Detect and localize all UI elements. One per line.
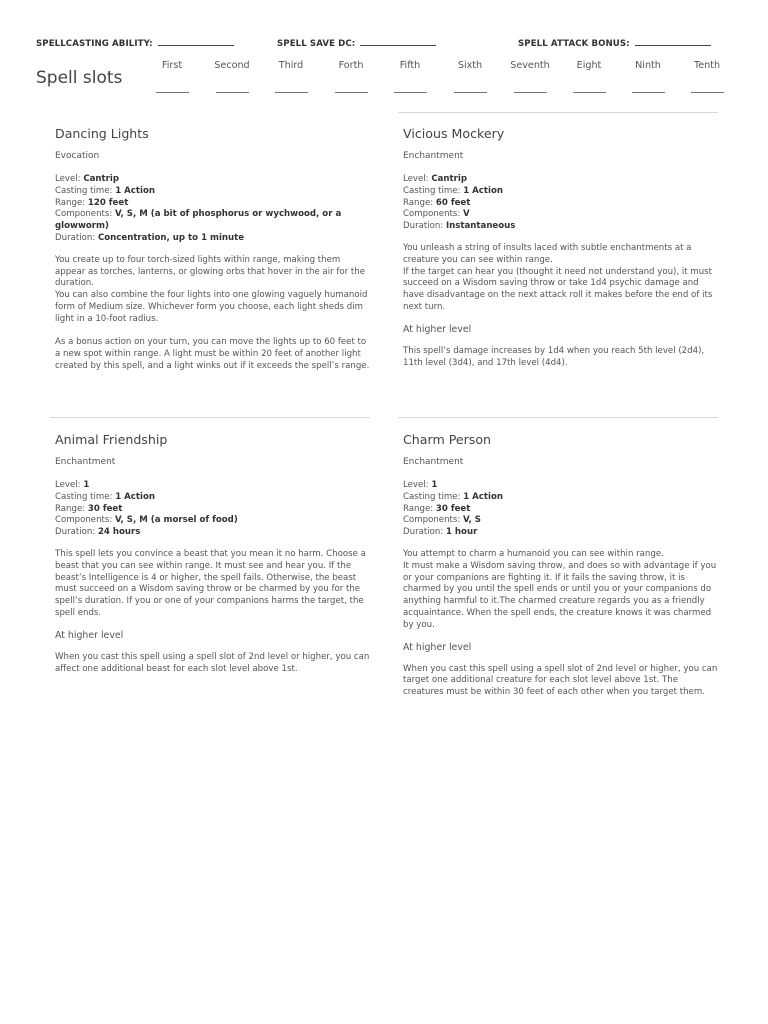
slot-label: Second bbox=[214, 60, 250, 71]
higher-level-heading: At higher level bbox=[403, 641, 472, 653]
spell-card-animal-friendship bbox=[55, 432, 373, 675]
detail-components: Components: V, S bbox=[403, 515, 481, 526]
slot-input[interactable] bbox=[691, 92, 724, 93]
slot-label: Third bbox=[278, 60, 304, 71]
slot-eighth[interactable] bbox=[559, 60, 619, 93]
spell-save-dc-label: SPELL SAVE DC: bbox=[277, 39, 356, 49]
higher-level-text: This spell’s damage increases by 1d4 when you reach 5th level (2d4), 11th level (3d4), and 17th level (4d4). bbox=[403, 345, 705, 368]
detail-casting-time: Casting time: 1 Action bbox=[403, 185, 503, 196]
detail-components: Components: V, S, M (a morsel of food) bbox=[55, 515, 238, 526]
slot-input[interactable] bbox=[275, 92, 308, 93]
detail-level: Level: Cantrip bbox=[403, 174, 467, 184]
detail-range: Range: 60 feet bbox=[403, 197, 471, 208]
spell-details bbox=[55, 480, 373, 539]
spellcasting-ability-field[interactable] bbox=[36, 37, 234, 49]
detail-level: Level: 1 bbox=[55, 480, 90, 490]
slot-label: Sixth bbox=[457, 60, 483, 71]
divider bbox=[50, 417, 370, 418]
spell-name: Animal Friendship bbox=[55, 432, 168, 447]
spell-name: Vicious Mockery bbox=[403, 126, 505, 141]
detail-duration: Duration: Instantaneous bbox=[403, 221, 516, 232]
spell-card-vicious-mockery bbox=[403, 126, 721, 369]
slot-input[interactable] bbox=[216, 92, 249, 93]
slot-label: Tenth bbox=[693, 60, 721, 71]
spell-attack-bonus-input[interactable] bbox=[635, 37, 711, 46]
detail-components: Components: V bbox=[403, 209, 470, 220]
spell-details bbox=[55, 174, 373, 245]
detail-range: Range: 30 feet bbox=[403, 503, 471, 514]
detail-duration: Duration: Concentration, up to 1 minute bbox=[55, 232, 245, 243]
spell-card-dancing-lights bbox=[55, 126, 373, 373]
detail-range: Range: 30 feet bbox=[55, 503, 123, 514]
spell-name: Charm Person bbox=[403, 432, 492, 447]
slot-third[interactable] bbox=[261, 60, 321, 93]
spellcasting-ability-label: SPELLCASTING ABILITY: bbox=[36, 39, 153, 49]
detail-components: Components: V, S, M (a bit of phosphorus or wychwood, or a glowworm) bbox=[55, 209, 342, 232]
spell-description: You create up to four torch-sized lights within range, making them appear as torches, lanterns, or glowing orbs that hover in the air for the duration. You can also combine the four lights into one glowing vaguely humanoid form of Medium size. Whichever form you choose, each light sheds dim light in a 10-foot radius. As a bonus action on your turn, you can move the lights up to 60 feet to a new spot within range. A light must be within 20 feet of another light created by this spell, and a light winks out if it exceeds the spell’s range. bbox=[55, 254, 370, 371]
higher-level-heading: At higher level bbox=[55, 629, 124, 641]
divider bbox=[398, 112, 718, 113]
spell-school: Enchantment bbox=[403, 457, 464, 467]
detail-duration: Duration: 1 hour bbox=[403, 527, 478, 538]
slot-seventh[interactable] bbox=[500, 60, 560, 93]
spell-slots-title: Spell slots bbox=[36, 68, 123, 88]
detail-casting-time: Casting time: 1 Action bbox=[403, 491, 503, 502]
slot-label: Ninth bbox=[635, 60, 661, 71]
spell-save-dc-field[interactable] bbox=[277, 37, 436, 49]
higher-level-heading: At higher level bbox=[403, 323, 472, 335]
slot-input[interactable] bbox=[394, 92, 427, 93]
slot-input[interactable] bbox=[454, 92, 487, 93]
slot-tenth[interactable] bbox=[677, 60, 737, 93]
spell-attack-bonus-field[interactable] bbox=[518, 37, 711, 49]
spellcasting-ability-input[interactable] bbox=[158, 37, 234, 46]
detail-duration: Duration: 24 hours bbox=[55, 527, 141, 538]
spell-description: This spell lets you convince a beast that you mean it no harm. Choose a beast that you can see within range. It must see and hear you. If the beast’s Intelligence is 4 or higher, the spell fails. Otherwise, the beast must succeed on a Wisdom saving throw or be charmed by you for the spell’s duration. If you or one of your companions harms the target, the spell ends. bbox=[55, 548, 366, 618]
stats-header bbox=[36, 37, 736, 51]
slot-input[interactable] bbox=[335, 92, 368, 93]
slot-fourth[interactable] bbox=[321, 60, 381, 93]
slot-label: Eight bbox=[576, 60, 602, 71]
detail-range: Range: 120 feet bbox=[55, 197, 129, 208]
slot-fifth[interactable] bbox=[380, 60, 440, 93]
slot-input[interactable] bbox=[632, 92, 665, 93]
slot-label: First bbox=[161, 60, 183, 71]
spell-details bbox=[403, 480, 721, 539]
higher-level-text: When you cast this spell using a spell slot of 2nd level or higher, you can target one additional creature for each slot level above 1st. The creatures must be within 30 feet of each other when you target them. bbox=[403, 663, 718, 698]
spell-card-charm-person bbox=[403, 432, 721, 699]
slot-label: Seventh bbox=[510, 60, 550, 71]
spell-attack-bonus-label: SPELL ATTACK BONUS: bbox=[518, 39, 630, 49]
spell-description: You attempt to charm a humanoid you can see within range. It must make a Wisdom saving throw, and does so with advantage if you or your companions are fighting it. If it fails the saving throw, it is charmed by you until the spell ends or until you or your companions do anything harmful to it.The charmed creature regards you as a friendly acquaintance. When the spell ends, the creature knows it was charmed by you. bbox=[403, 548, 717, 630]
detail-level: Level: Cantrip bbox=[55, 174, 119, 184]
slot-first[interactable] bbox=[142, 60, 202, 93]
slot-sixth[interactable] bbox=[440, 60, 500, 93]
slot-label: Fifth bbox=[399, 60, 421, 71]
detail-casting-time: Casting time: 1 Action bbox=[55, 185, 155, 196]
slot-second[interactable] bbox=[202, 60, 262, 93]
detail-casting-time: Casting time: 1 Action bbox=[55, 491, 155, 502]
slot-label: Forth bbox=[338, 60, 364, 71]
divider bbox=[398, 417, 718, 418]
spell-school: Evocation bbox=[55, 151, 100, 161]
spell-name: Dancing Lights bbox=[55, 126, 149, 141]
higher-level-text: When you cast this spell using a spell slot of 2nd level or higher, you can affect one additional beast for each slot level above 1st. bbox=[55, 651, 370, 674]
spell-school: Enchantment bbox=[55, 457, 116, 467]
detail-level: Level: 1 bbox=[403, 480, 438, 490]
spell-details bbox=[403, 174, 721, 233]
spell-description: You unleash a string of insults laced with subtle enchantments at a creature you can see within range. If the target can hear you (thought it need not understand you), it must succeed on a Wisdom saving throw or take 1d4 psychic damage and have disadvantage on the next attack roll it makes before the end of its next turn. bbox=[403, 242, 713, 312]
slot-input[interactable] bbox=[156, 92, 189, 93]
spell-save-dc-input[interactable] bbox=[360, 37, 436, 46]
slot-input[interactable] bbox=[514, 92, 547, 93]
slot-ninth[interactable] bbox=[618, 60, 678, 93]
spell-school: Enchantment bbox=[403, 151, 464, 161]
slot-input[interactable] bbox=[573, 92, 606, 93]
